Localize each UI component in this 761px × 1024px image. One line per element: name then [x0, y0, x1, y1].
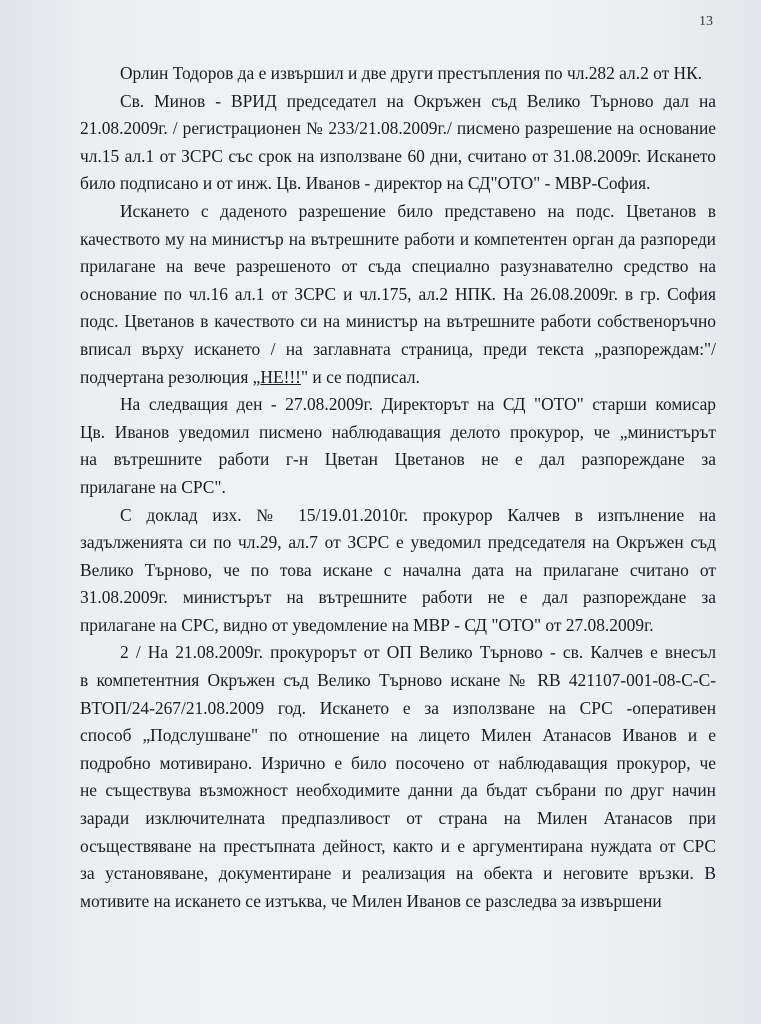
text-line: На следващия ден - 27.08.2009г. Директорът на СД "ОТО" старши комисар	[120, 394, 716, 415]
text-line: ВТОП/24-267/21.08.2009 год. Искането е за използване на СРС -оперативен	[80, 697, 716, 718]
text-line: на вътрешните работи г-н Цветан Цветанов не е дал разпореждане за	[80, 449, 716, 470]
text-line: 21.08.2009г. / регистрационен № 233/21.08.2009г./ писмено разрешение на основание	[80, 118, 716, 139]
text-line: Искането с даденото разрешение било представено на подс. Цветанов в	[120, 200, 716, 221]
text-line: осъществяване на престъпната дейност, както и е аргументирана нуждата от СРС	[80, 835, 716, 856]
text-line: способ „Подслушване" по отношение на лицето Милен Атанасов Иванов и е	[80, 725, 716, 746]
paragraph	[80, 60, 716, 88]
text-line: подробно мотивирано. Изрично е било посочено от наблюдаващия прокурор, че	[80, 752, 716, 773]
text-line	[80, 364, 716, 392]
document-body	[80, 60, 716, 915]
text-line: Орлин Тодоров да е извършил и две други престъпления по чл.282 ал.2 от НК.	[120, 63, 703, 83]
text-line: било подписано и от инж. Цв. Иванов - директор на СД"ОТО" - МВР-София.	[80, 173, 651, 194]
text-fragment: подчертана резолюция „	[80, 366, 261, 387]
text-line: Цв. Иванов уведомил писмено наблюдаващия делото прокурор, че „министърът	[80, 421, 716, 442]
text-line: прилагане на СРС, видно от уведомление на МВР - СД "ОТО" от 27.08.2009г.	[80, 614, 654, 635]
text-line: не съществува възможност необходимите данни да бъдат събрани по друг начин	[80, 780, 716, 801]
text-line: С доклад изх. № 15/19.01.2010г. прокурор Калчев в изпълнение на	[120, 504, 716, 525]
text-line: вписал върху искането / на заглавната страница, преди текста „разпореждам:"/	[80, 338, 716, 359]
paragraph	[80, 502, 716, 640]
text-line: 2 / На 21.08.2009г. прокурорът от ОП Велико Търново - св. Калчев е внесъл	[120, 642, 716, 663]
text-line: за установяване, документиране и реализация на обекта и неговите връзки. В	[80, 863, 716, 884]
text-line: чл.15 ал.1 от ЗСРС със срок на използване 60 дни, считано от 31.08.2009г. Искането	[80, 145, 716, 166]
text-line: заради изключителната предпазливост от страна на Милен Атанасов при	[80, 808, 716, 829]
text-line: прилагане на вече разрешеното от съда специално разузнавателно средство на	[80, 256, 716, 277]
paragraph	[80, 391, 716, 501]
paragraph	[80, 639, 716, 915]
text-fragment: " и се подписал.	[300, 366, 420, 387]
paragraph	[80, 198, 716, 391]
text-line: в компетентния Окръжен съд Велико Търново искане № RB 421107-001-08-С-С-	[80, 670, 716, 691]
text-line: прилагане на СРС".	[80, 476, 226, 497]
underlined-resolution: НЕ!!!	[260, 366, 301, 387]
text-line: 31.08.2009г. министърът на вътрешните работи не е дал разпореждане за	[80, 587, 716, 608]
text-line: мотивите на искането се изтъква, че Милен Иванов се разследва за извършени	[80, 890, 662, 911]
text-line: качеството му на министър на вътрешните работи и компетентен орган да разпореди	[80, 228, 716, 249]
text-line: основание по чл.16 ал.1 от ЗСРС и чл.175, ал.2 НПК. На 26.08.2009г. в гр. София	[80, 283, 716, 304]
text-line: задълженията си по чл.29, ал.7 от ЗСРС е уведомил председателя на Окръжен съд	[80, 532, 716, 553]
text-line: подс. Цветанов в качеството си на министър на вътрешните работи собственоръчно	[80, 311, 716, 332]
page-number: 13	[699, 14, 713, 29]
paragraph	[80, 88, 716, 198]
text-line: Велико Търново, че по това искане с начална дата на прилагане считано от	[80, 559, 716, 580]
text-line: Св. Минов - ВРИД председател на Окръжен съд Велико Търново дал на	[120, 90, 716, 111]
